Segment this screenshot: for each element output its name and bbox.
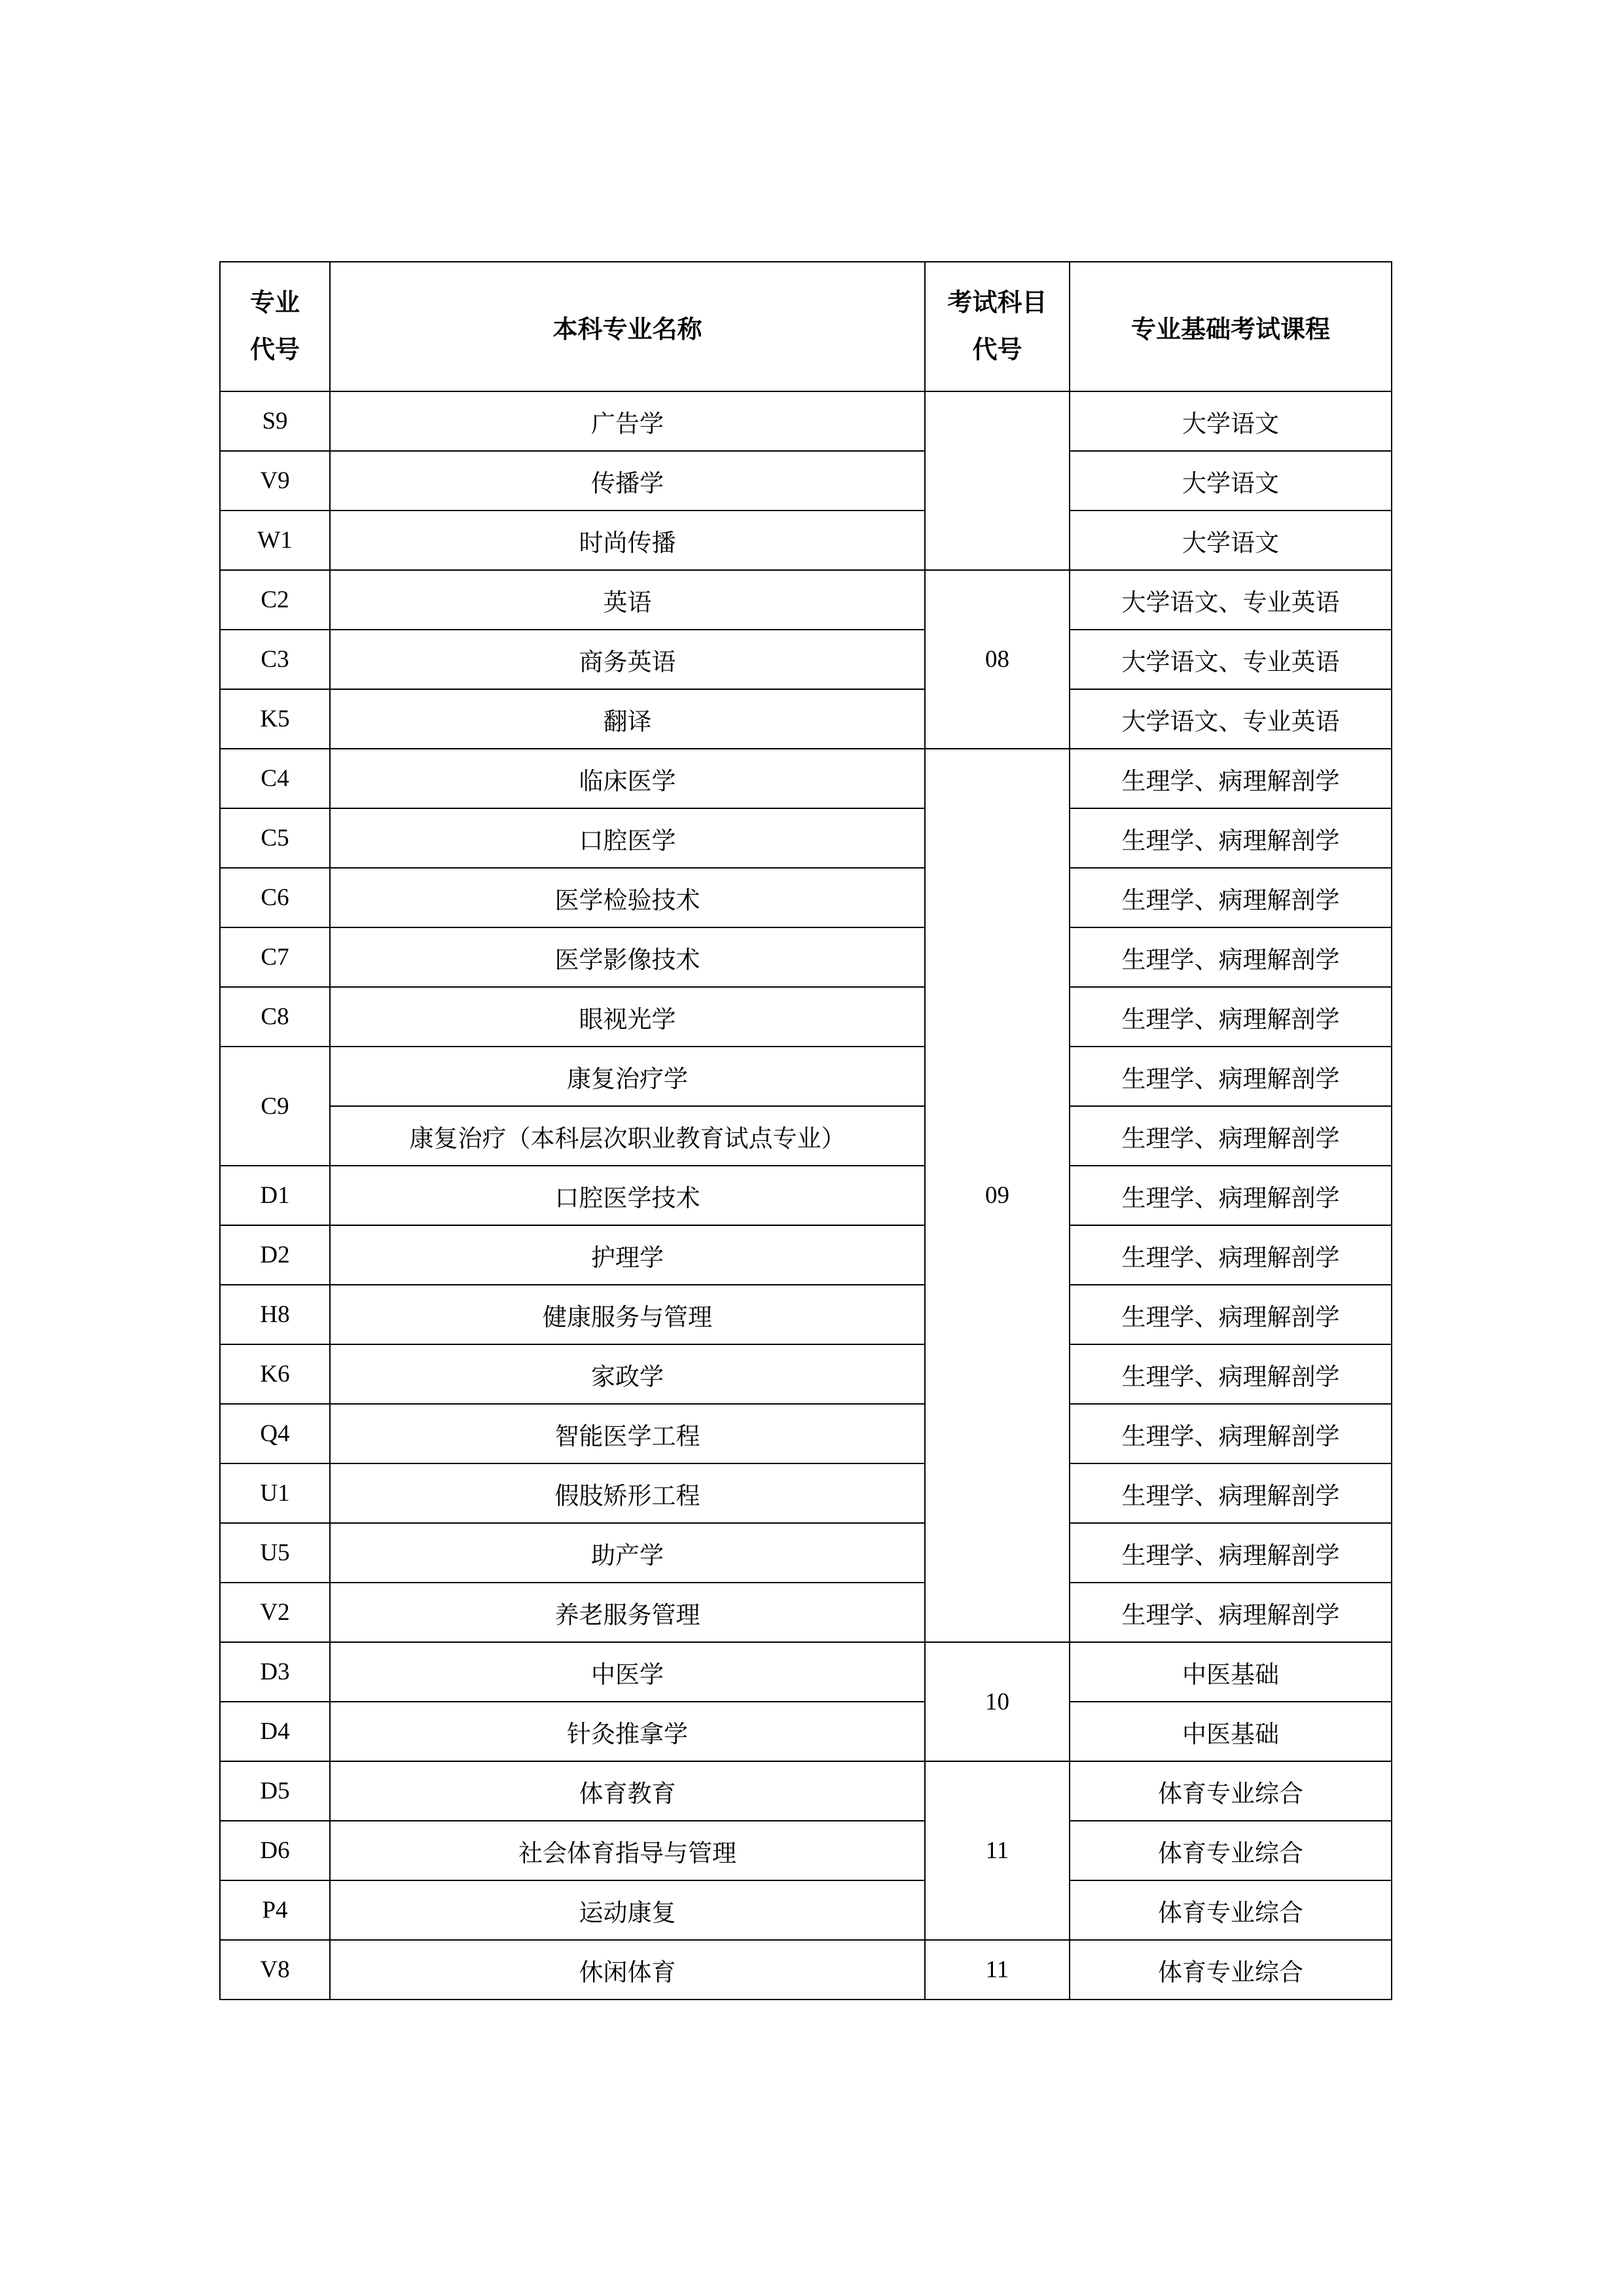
table-row — [220, 451, 1392, 511]
basic-course-cell: 大学语文 — [1070, 451, 1392, 511]
basic-course-cell: 生理学、病理解剖学 — [1070, 1583, 1392, 1642]
table-row — [220, 1047, 1392, 1106]
table-row — [220, 1642, 1392, 1702]
major-code-cell: U1 — [220, 1463, 330, 1523]
basic-course-cell: 生理学、病理解剖学 — [1070, 868, 1392, 927]
major-name-cell: 广告学 — [330, 391, 925, 451]
table-row — [220, 1761, 1392, 1821]
major-code-cell: C4 — [220, 749, 330, 808]
basic-course-cell: 大学语文、专业英语 — [1070, 689, 1392, 749]
major-name-cell: 时尚传播 — [330, 511, 925, 570]
table-row — [220, 391, 1392, 451]
major-code-cell: C8 — [220, 987, 330, 1047]
basic-course-cell: 生理学、病理解剖学 — [1070, 987, 1392, 1047]
table-body — [220, 391, 1392, 2000]
basic-course-cell: 生理学、病理解剖学 — [1070, 1523, 1392, 1583]
major-name-cell: 医学检验技术 — [330, 868, 925, 927]
table-row — [220, 570, 1392, 630]
major-name-cell: 英语 — [330, 570, 925, 630]
exam-subject-code-cell: 09 — [925, 749, 1070, 1642]
basic-course-cell: 生理学、病理解剖学 — [1070, 1225, 1392, 1285]
major-code-cell: V9 — [220, 451, 330, 511]
header-row — [220, 262, 1392, 391]
header-major-name: 本科专业名称 — [330, 262, 925, 391]
basic-course-cell: 中医基础 — [1070, 1642, 1392, 1702]
major-name-cell: 助产学 — [330, 1523, 925, 1583]
major-code-cell: S9 — [220, 391, 330, 451]
major-name-cell: 社会体育指导与管理 — [330, 1821, 925, 1880]
header-major-code-line2: 代号 — [249, 336, 300, 364]
major-name-cell: 传播学 — [330, 451, 925, 511]
major-code-cell: D5 — [220, 1761, 330, 1821]
major-name-cell: 口腔医学 — [330, 808, 925, 868]
major-code-cell: C6 — [220, 868, 330, 927]
basic-course-cell: 生理学、病理解剖学 — [1070, 1106, 1392, 1166]
basic-course-cell: 生理学、病理解剖学 — [1070, 1047, 1392, 1106]
basic-course-cell: 大学语文、专业英语 — [1070, 570, 1392, 630]
exam-subject-code-cell: 08 — [925, 570, 1070, 749]
table-row — [220, 868, 1392, 927]
header-exam-subject-code — [925, 262, 1070, 391]
exam-subject-code-cell: 10 — [925, 1642, 1070, 1761]
major-name-cell: 智能医学工程 — [330, 1404, 925, 1463]
header-exam-subject-code-line1: 考试科目 — [947, 289, 1047, 317]
table-row — [220, 1702, 1392, 1761]
major-name-cell: 针灸推拿学 — [330, 1702, 925, 1761]
majors-table — [219, 261, 1392, 2000]
major-code-cell: D1 — [220, 1166, 330, 1225]
basic-course-cell: 体育专业综合 — [1070, 1880, 1392, 1940]
major-code-cell: C7 — [220, 927, 330, 987]
table-row — [220, 749, 1392, 808]
basic-course-cell: 生理学、病理解剖学 — [1070, 1285, 1392, 1344]
header-basic-course: 专业基础考试课程 — [1070, 262, 1392, 391]
major-code-cell: V2 — [220, 1583, 330, 1642]
basic-course-cell: 生理学、病理解剖学 — [1070, 1344, 1392, 1404]
table-row — [220, 689, 1392, 749]
basic-course-cell: 体育专业综合 — [1070, 1761, 1392, 1821]
major-name-cell: 假肢矫形工程 — [330, 1463, 925, 1523]
major-name-cell: 康复治疗学 — [330, 1047, 925, 1106]
table-row — [220, 1523, 1392, 1583]
major-code-cell: D3 — [220, 1642, 330, 1702]
table-row — [220, 1225, 1392, 1285]
major-name-cell: 康复治疗（本科层次职业教育试点专业） — [330, 1106, 925, 1166]
basic-course-cell: 大学语文、专业英语 — [1070, 630, 1392, 689]
major-code-cell: D6 — [220, 1821, 330, 1880]
header-major-code-line1: 专业 — [249, 289, 300, 317]
table-row — [220, 987, 1392, 1047]
basic-course-cell: 生理学、病理解剖学 — [1070, 1404, 1392, 1463]
major-name-cell: 商务英语 — [330, 630, 925, 689]
major-code-cell: K6 — [220, 1344, 330, 1404]
basic-course-cell: 中医基础 — [1070, 1702, 1392, 1761]
basic-course-cell: 生理学、病理解剖学 — [1070, 927, 1392, 987]
table-row — [220, 1285, 1392, 1344]
header-major-code — [220, 262, 330, 391]
basic-course-cell: 大学语文 — [1070, 511, 1392, 570]
basic-course-cell: 生理学、病理解剖学 — [1070, 1463, 1392, 1523]
table-row — [220, 630, 1392, 689]
major-code-cell: C5 — [220, 808, 330, 868]
major-code-cell: W1 — [220, 511, 330, 570]
table-row — [220, 1940, 1392, 2000]
basic-course-cell: 体育专业综合 — [1070, 1821, 1392, 1880]
major-code-cell: D4 — [220, 1702, 330, 1761]
header-exam-subject-code-line2: 代号 — [972, 336, 1022, 364]
basic-course-cell: 生理学、病理解剖学 — [1070, 1166, 1392, 1225]
major-code-cell: V8 — [220, 1940, 330, 2000]
exam-subject-code-cell — [925, 391, 1070, 570]
exam-subject-code-cell: 11 — [925, 1761, 1070, 1940]
major-code-cell: Q4 — [220, 1404, 330, 1463]
basic-course-cell: 大学语文 — [1070, 391, 1392, 451]
table-row — [220, 1583, 1392, 1642]
major-name-cell: 翻译 — [330, 689, 925, 749]
major-name-cell: 养老服务管理 — [330, 1583, 925, 1642]
table-row — [220, 927, 1392, 987]
major-code-cell: C9 — [220, 1047, 330, 1166]
major-code-cell: H8 — [220, 1285, 330, 1344]
basic-course-cell: 体育专业综合 — [1070, 1940, 1392, 2000]
major-name-cell: 眼视光学 — [330, 987, 925, 1047]
major-code-cell: C2 — [220, 570, 330, 630]
major-code-cell: D2 — [220, 1225, 330, 1285]
major-name-cell: 临床医学 — [330, 749, 925, 808]
basic-course-cell: 生理学、病理解剖学 — [1070, 749, 1392, 808]
table-row — [220, 1821, 1392, 1880]
table-row — [220, 1344, 1392, 1404]
table-row — [220, 511, 1392, 570]
table-row — [220, 1404, 1392, 1463]
exam-subject-code-cell: 11 — [925, 1940, 1070, 2000]
table-row — [220, 808, 1392, 868]
table-row — [220, 1463, 1392, 1523]
major-code-cell: P4 — [220, 1880, 330, 1940]
table-head — [220, 262, 1392, 391]
major-name-cell: 健康服务与管理 — [330, 1285, 925, 1344]
major-name-cell: 口腔医学技术 — [330, 1166, 925, 1225]
table-row — [220, 1880, 1392, 1940]
major-name-cell: 休闲体育 — [330, 1940, 925, 2000]
major-name-cell: 护理学 — [330, 1225, 925, 1285]
major-code-cell: C3 — [220, 630, 330, 689]
major-code-cell: U5 — [220, 1523, 330, 1583]
major-code-cell: K5 — [220, 689, 330, 749]
major-name-cell: 医学影像技术 — [330, 927, 925, 987]
major-name-cell: 家政学 — [330, 1344, 925, 1404]
major-name-cell: 运动康复 — [330, 1880, 925, 1940]
basic-course-cell: 生理学、病理解剖学 — [1070, 808, 1392, 868]
major-name-cell: 中医学 — [330, 1642, 925, 1702]
table-row — [220, 1166, 1392, 1225]
table-row — [220, 1106, 1392, 1166]
major-name-cell: 体育教育 — [330, 1761, 925, 1821]
